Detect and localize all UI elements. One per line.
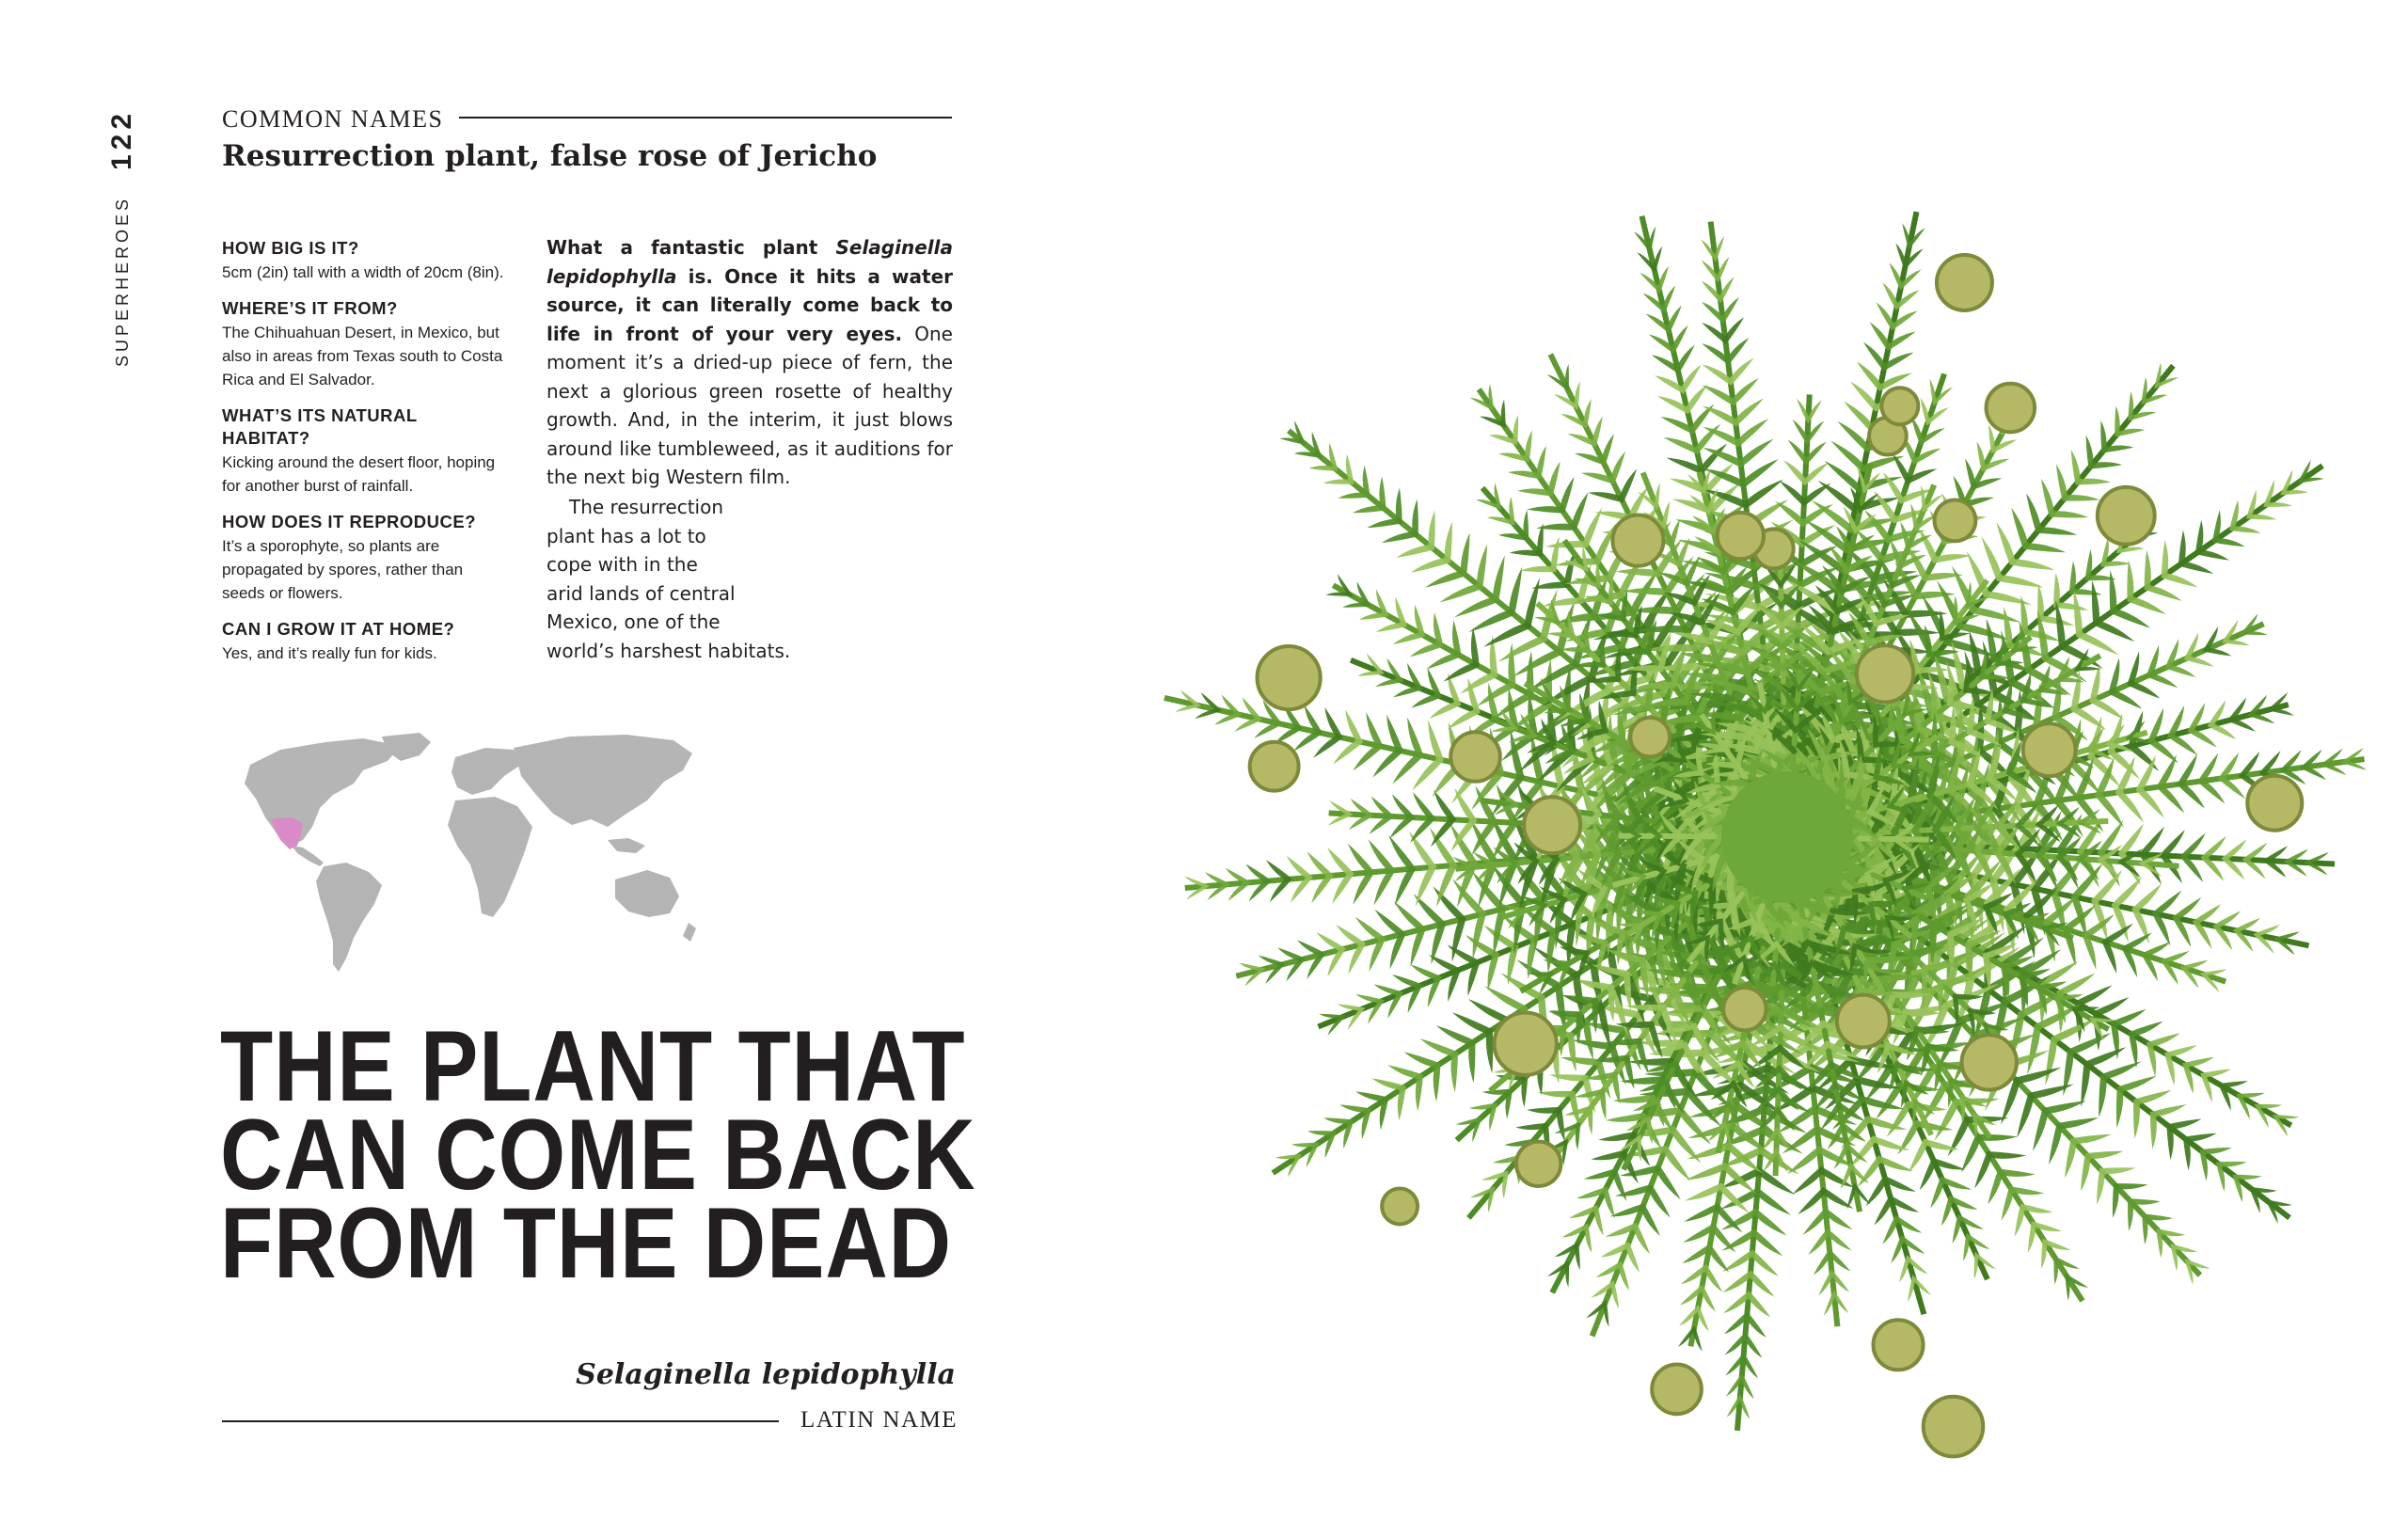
curled-tip [1450,732,1500,782]
curled-tip [1962,1035,2017,1089]
curled-tip [1250,742,1299,791]
curled-tip [1258,646,1321,709]
intro-line: arid lands of central [547,581,736,605]
latin-name-label: LATIN NAME [800,1407,958,1433]
curled-tip [2098,487,2155,545]
fact-answer: Kicking around the desert floor, hoping for another burst of rainfall. [222,453,496,495]
curled-tip [2023,723,2076,776]
fact-answer: Yes, and it’s really fun for kids. [222,644,437,662]
curled-tip [1873,1320,1923,1370]
fact-item [222,404,504,498]
common-names: Resurrection plant, false rose of Jericho [222,139,878,173]
map-indonesia [608,838,645,853]
page-number: 122 [106,108,137,170]
curled-tip [2247,776,2302,831]
fact-item [222,237,504,284]
map-north-america [245,738,401,846]
map-south-america [316,863,382,972]
fact-answer: 5cm (2in) tall with a width of 20cm (8in). [222,263,504,281]
curled-tip [1723,988,1766,1030]
intro-lead-species: Selaginella lepidophylla [547,236,953,288]
fact-question: WHAT’S ITS NATURAL HABITAT? [222,405,418,448]
intro-lead-start: What a fantastic plant [547,236,836,259]
curled-tip [1937,255,1992,310]
curled-tip [1881,388,1918,424]
fact-answer: The Chihuahuan Desert, in Mexico, but also in areas from Texas south to Costa Rica and El Salvador. [222,324,503,388]
rosette-center [1721,771,1853,903]
intro-line: world’s harshest habitats. [547,639,791,662]
fact-question: WHERE’S IT FROM? [222,298,398,318]
curled-tip [1652,1365,1702,1415]
headline-line: CAN COME BACK [220,1098,976,1211]
curled-tip [1837,995,1890,1048]
intro-line: plant has a lot to [547,524,706,547]
footer-rule [222,1420,779,1422]
fact-item [222,618,504,665]
world-map [222,729,713,975]
fact-answer: It’s a sporophyte, so plants are propagated by spores, rather than seeds or flowers. [222,537,464,602]
curled-tip [1382,1189,1418,1225]
fact-question: HOW BIG IS IT? [222,238,359,258]
map-new-zealand [683,923,696,942]
common-names-label: COMMON NAMES [222,105,444,133]
curled-tip [1718,513,1764,559]
curled-tip [1630,718,1670,757]
map-australia [615,870,679,917]
headline-line: THE PLANT THAT [220,1009,966,1122]
latin-name: Selaginella lepidophylla [576,1358,956,1391]
map-range-highlight [271,817,303,849]
intro-body: One moment it’s a dried-up piece of fern, the next a glorious green rosette of healthy growth. And, in the interim, it just blows around like tumbleweed, as it auditions for the next big Western film. [547,322,953,488]
intro-line: The resurrection [569,496,724,518]
curled-tip [1987,384,2036,433]
resurrection-plant-illustration [743,85,2408,1537]
fact-item [222,297,504,391]
map-africa [448,797,532,917]
curled-tip [1935,499,1976,541]
curled-tip [1924,1397,1984,1457]
map-asia [514,735,692,827]
curled-tip [1495,1013,1557,1075]
fact-item [222,511,504,605]
intro-line: cope with in the [547,553,698,576]
map-europe [452,748,521,795]
curled-tip [1857,645,1913,702]
curled-tip [1524,797,1580,853]
fact-question: CAN I GROW IT AT HOME? [222,619,455,639]
curled-tip [1612,515,1663,566]
intro-lead-end: is. Once it hits a water source, it can literally come back to life in front of your very eyes. [547,264,953,345]
facts-list [222,237,504,678]
curled-tip [1516,1142,1560,1186]
map-central-america [292,846,324,866]
intro-line: Mexico, one of the [547,610,721,633]
fact-question: HOW DOES IT REPRODUCE? [222,512,477,531]
map-landmasses [245,733,696,972]
section-label: SUPERHEROES [113,195,132,367]
headline-line: FROM THE DEAD [220,1186,952,1299]
